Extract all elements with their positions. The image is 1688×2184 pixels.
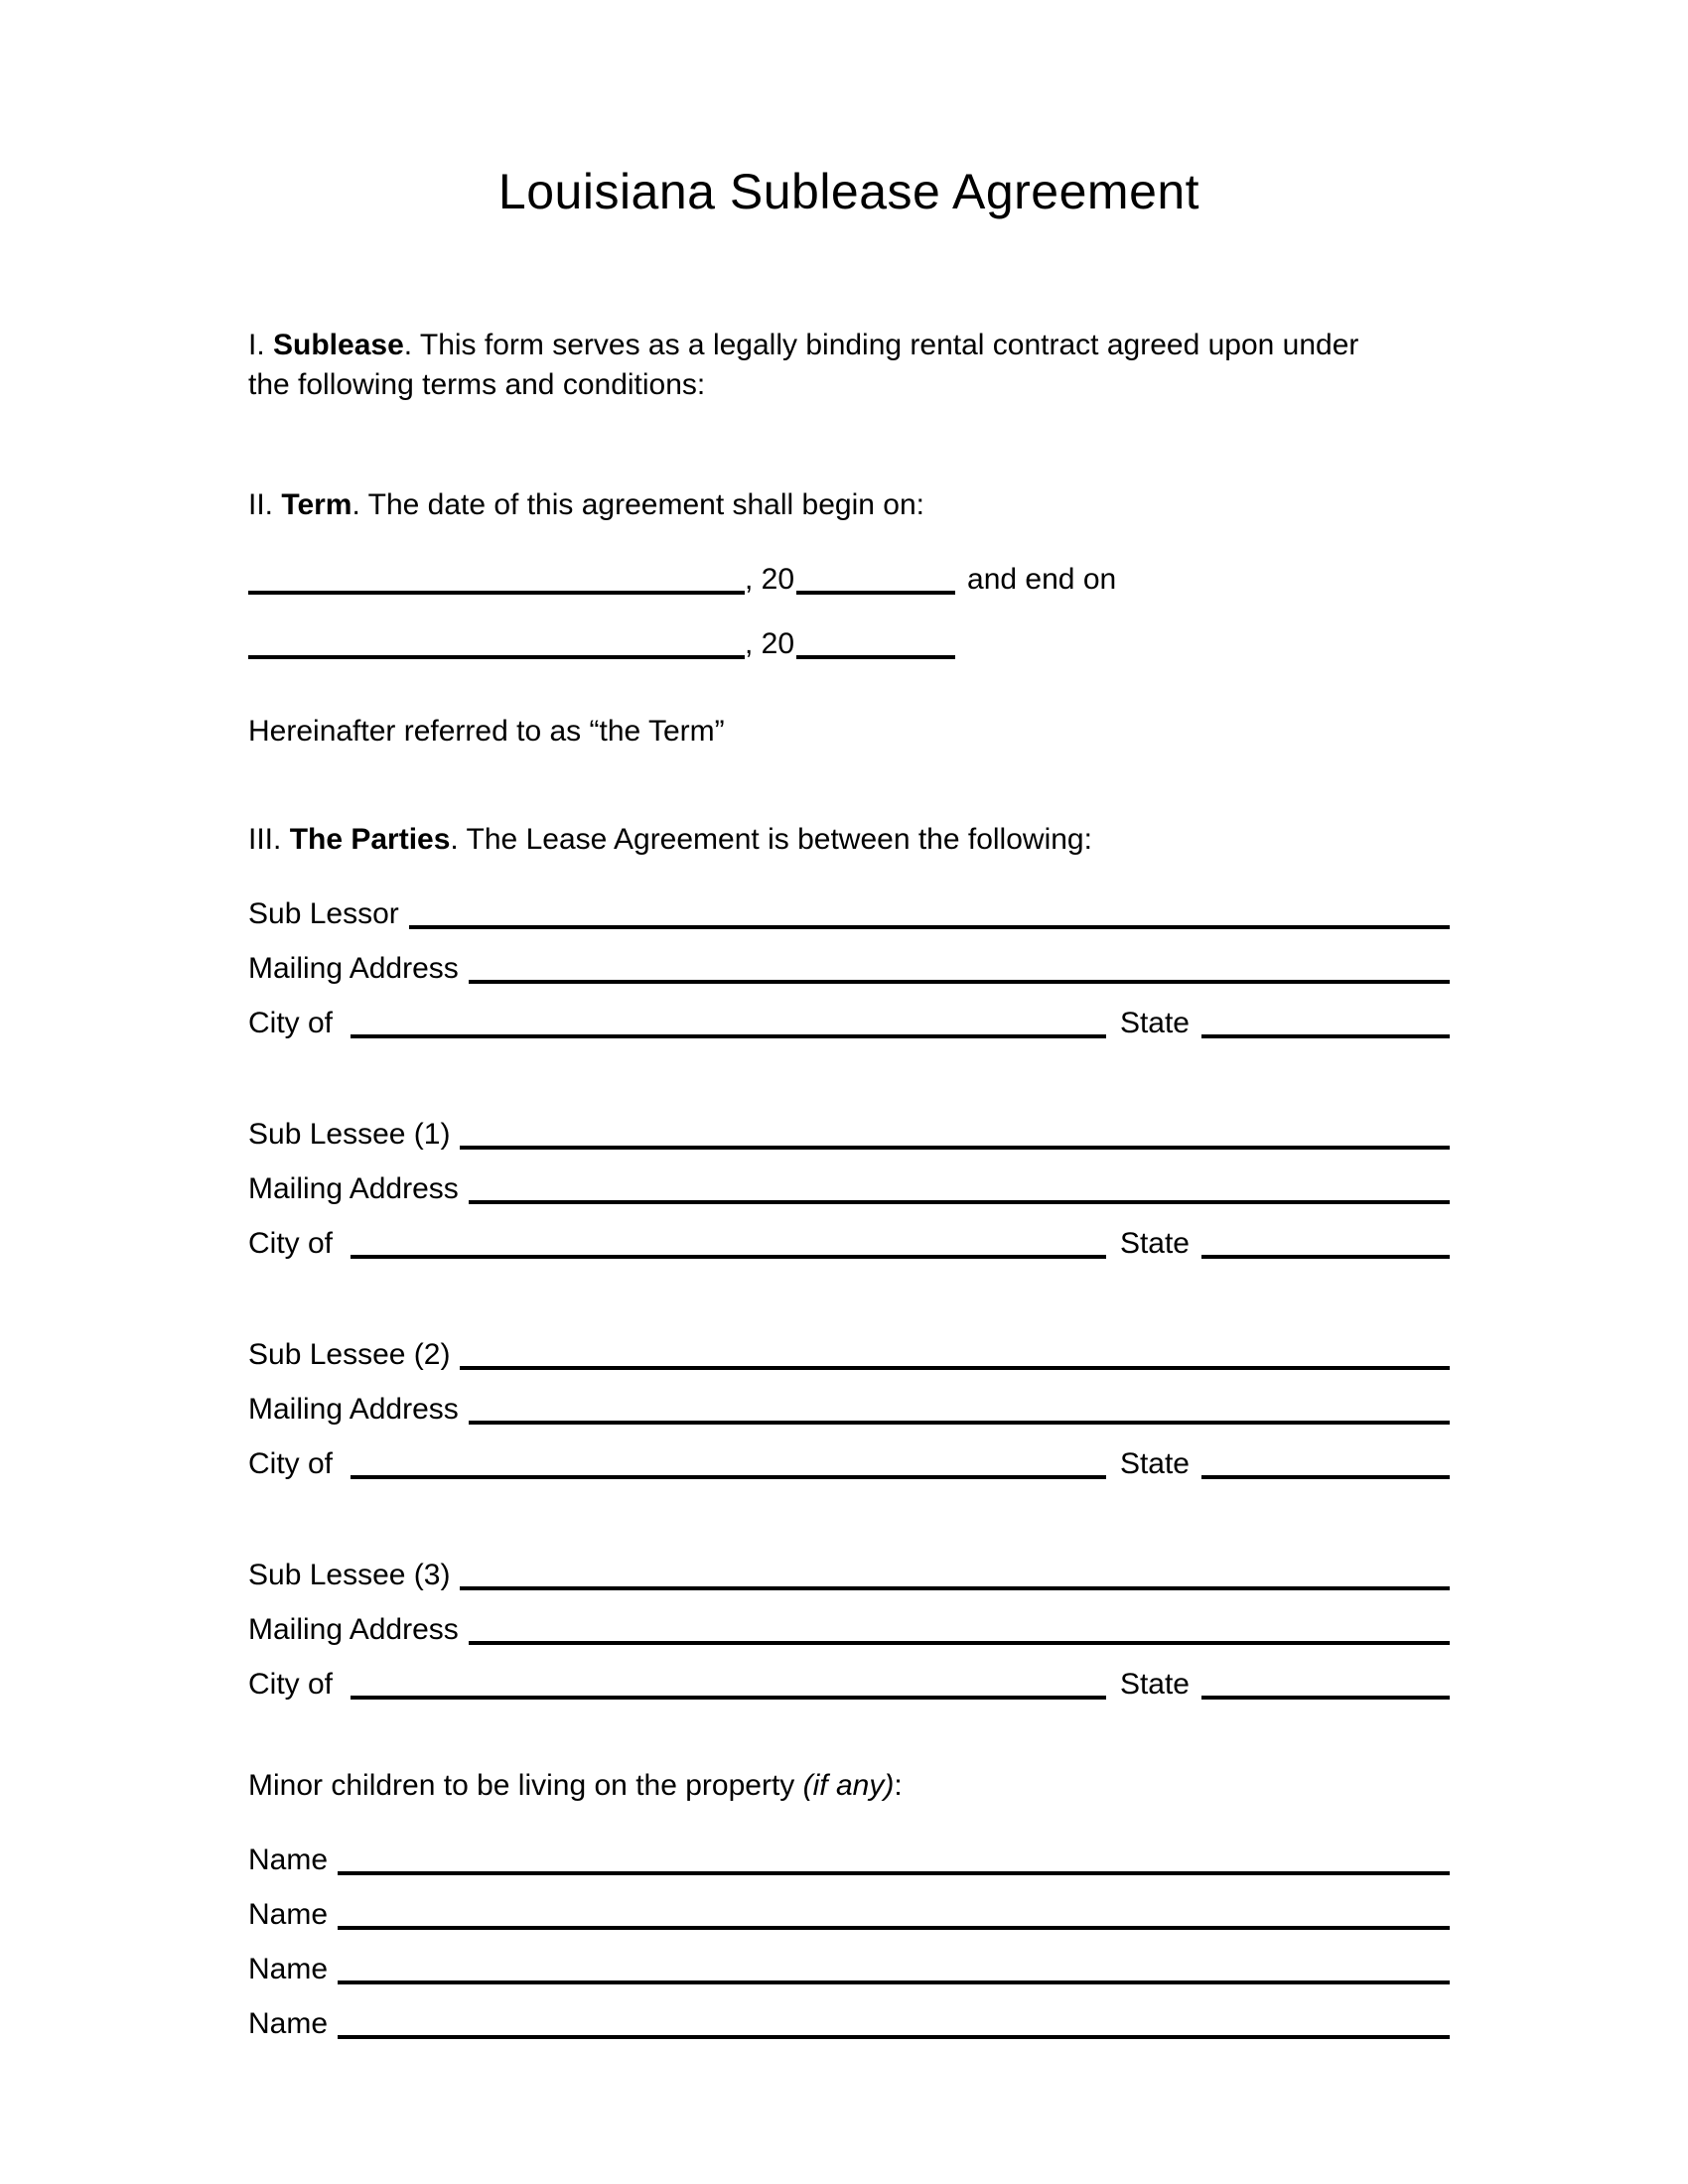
minor-child-name-line-4[interactable] — [338, 2005, 1450, 2039]
mailing-address-label: Mailing Address — [248, 1393, 459, 1426]
sub-lessee-1-mailing-row — [248, 1164, 1450, 1219]
sub-lessee-1-label: Sub Lessee (1) — [248, 1118, 451, 1151]
term-start-year-line[interactable] — [796, 561, 955, 595]
sub-lessee-3-label: Sub Lessee (3) — [248, 1559, 451, 1591]
minor-child-name-row-2 — [248, 1890, 1450, 1945]
mailing-address-label: Mailing Address — [248, 952, 459, 985]
section-term-heading — [248, 485, 1450, 525]
sub-lessee-1-block — [248, 1110, 1450, 1274]
section-parties-heading — [248, 820, 1450, 860]
sub-lessee-1-name-row — [248, 1110, 1450, 1164]
sub-lessee-3-city-line[interactable] — [351, 1666, 1106, 1700]
sub-lessee-1-name-line[interactable] — [460, 1116, 1450, 1150]
minor-children-heading — [248, 1766, 1450, 1806]
section-parties-numeral: III. — [248, 823, 290, 856]
minor-children-if-any: (if any) — [802, 1769, 895, 1802]
mailing-address-label: Mailing Address — [248, 1172, 459, 1205]
sub-lessee-1-state-line[interactable] — [1201, 1225, 1450, 1259]
city-of-label: City of — [248, 1668, 342, 1701]
term-end-year-prefix: , 20 — [745, 627, 795, 660]
section-parties-body: . The Lease Agreement is between the following: — [450, 823, 1092, 856]
mailing-address-label: Mailing Address — [248, 1613, 459, 1646]
section-sublease-paragraph — [248, 326, 1390, 405]
sub-lessee-2-city-state-row — [248, 1439, 1450, 1494]
sub-lessee-3-state-line[interactable] — [1201, 1666, 1450, 1700]
minor-child-name-line-1[interactable] — [338, 1842, 1450, 1875]
sub-lessor-city-state-row — [248, 999, 1450, 1053]
sub-lessor-mailing-line[interactable] — [469, 950, 1450, 984]
minor-child-name-row-4 — [248, 1999, 1450, 2054]
sub-lessee-2-block — [248, 1330, 1450, 1494]
term-start-row-suffix: and end on — [967, 563, 1117, 596]
state-label: State — [1119, 1447, 1190, 1480]
sub-lessor-mailing-row — [248, 944, 1450, 999]
sub-lessor-name-row — [248, 889, 1450, 944]
sub-lessee-3-block — [248, 1551, 1450, 1714]
sub-lessor-city-line[interactable] — [351, 1005, 1106, 1038]
sub-lessee-2-name-line[interactable] — [460, 1336, 1450, 1370]
section-sublease-body: . This form serves as a legally binding rental contract agreed upon under the following terms and conditions: — [248, 329, 1359, 401]
sub-lessee-2-mailing-line[interactable] — [469, 1391, 1450, 1425]
term-start-date-row — [248, 555, 1450, 619]
sub-lessee-2-name-row — [248, 1330, 1450, 1385]
section-parties-name: The Parties — [289, 823, 451, 856]
sub-lessor-label: Sub Lessor — [248, 897, 399, 930]
section-term-body: . The date of this agreement shall begin on: — [352, 488, 924, 521]
sub-lessee-2-mailing-row — [248, 1385, 1450, 1439]
sub-lessee-2-city-line[interactable] — [351, 1445, 1106, 1479]
city-of-label: City of — [248, 1227, 342, 1260]
section-sublease-numeral: I. — [248, 329, 274, 361]
name-label: Name — [248, 1898, 329, 1931]
page-title: Louisiana Sublease Agreement — [497, 164, 1200, 219]
minor-child-name-line-2[interactable] — [338, 1896, 1450, 1930]
minor-child-name-row-3 — [248, 1945, 1450, 1999]
sub-lessee-1-mailing-line[interactable] — [469, 1170, 1450, 1204]
hereinafter-note: Hereinafter referred to as “the Term” — [248, 715, 725, 748]
state-label: State — [1119, 1227, 1190, 1260]
section-term-name: Term — [281, 488, 352, 521]
sub-lessor-block — [248, 889, 1450, 1053]
minor-children-heading-suffix: : — [894, 1769, 903, 1802]
name-label: Name — [248, 1953, 329, 1985]
minor-child-name-line-3[interactable] — [338, 1951, 1450, 1984]
section-term-numeral: II. — [248, 488, 282, 521]
sub-lessor-state-line[interactable] — [1201, 1005, 1450, 1038]
minor-child-name-row-1 — [248, 1836, 1450, 1890]
name-label: Name — [248, 1843, 329, 1876]
sub-lessee-3-mailing-row — [248, 1605, 1450, 1660]
minor-children-name-rows — [248, 1836, 1450, 2054]
city-of-label: City of — [248, 1447, 342, 1480]
sub-lessee-3-mailing-line[interactable] — [469, 1611, 1450, 1645]
term-end-year-line[interactable] — [796, 625, 955, 659]
sub-lessee-1-city-line[interactable] — [351, 1225, 1106, 1259]
sub-lessee-3-city-state-row — [248, 1660, 1450, 1714]
name-label: Name — [248, 2007, 329, 2040]
term-start-date-line[interactable] — [248, 561, 745, 595]
sub-lessee-1-city-state-row — [248, 1219, 1450, 1274]
minor-children-heading-prefix: Minor children to be living on the property — [248, 1769, 803, 1802]
sub-lessor-name-line[interactable] — [409, 895, 1450, 929]
city-of-label: City of — [248, 1007, 342, 1039]
sub-lessee-3-name-row — [248, 1551, 1450, 1605]
sub-lessee-3-name-line[interactable] — [460, 1557, 1450, 1590]
sub-lessee-2-state-line[interactable] — [1201, 1445, 1450, 1479]
section-sublease-name: Sublease — [273, 329, 404, 361]
state-label: State — [1119, 1668, 1190, 1701]
term-start-year-prefix: , 20 — [745, 563, 795, 596]
term-end-date-row — [248, 619, 1450, 684]
sub-lessee-2-label: Sub Lessee (2) — [248, 1338, 451, 1371]
state-label: State — [1119, 1007, 1190, 1039]
term-end-date-line[interactable] — [248, 625, 745, 659]
